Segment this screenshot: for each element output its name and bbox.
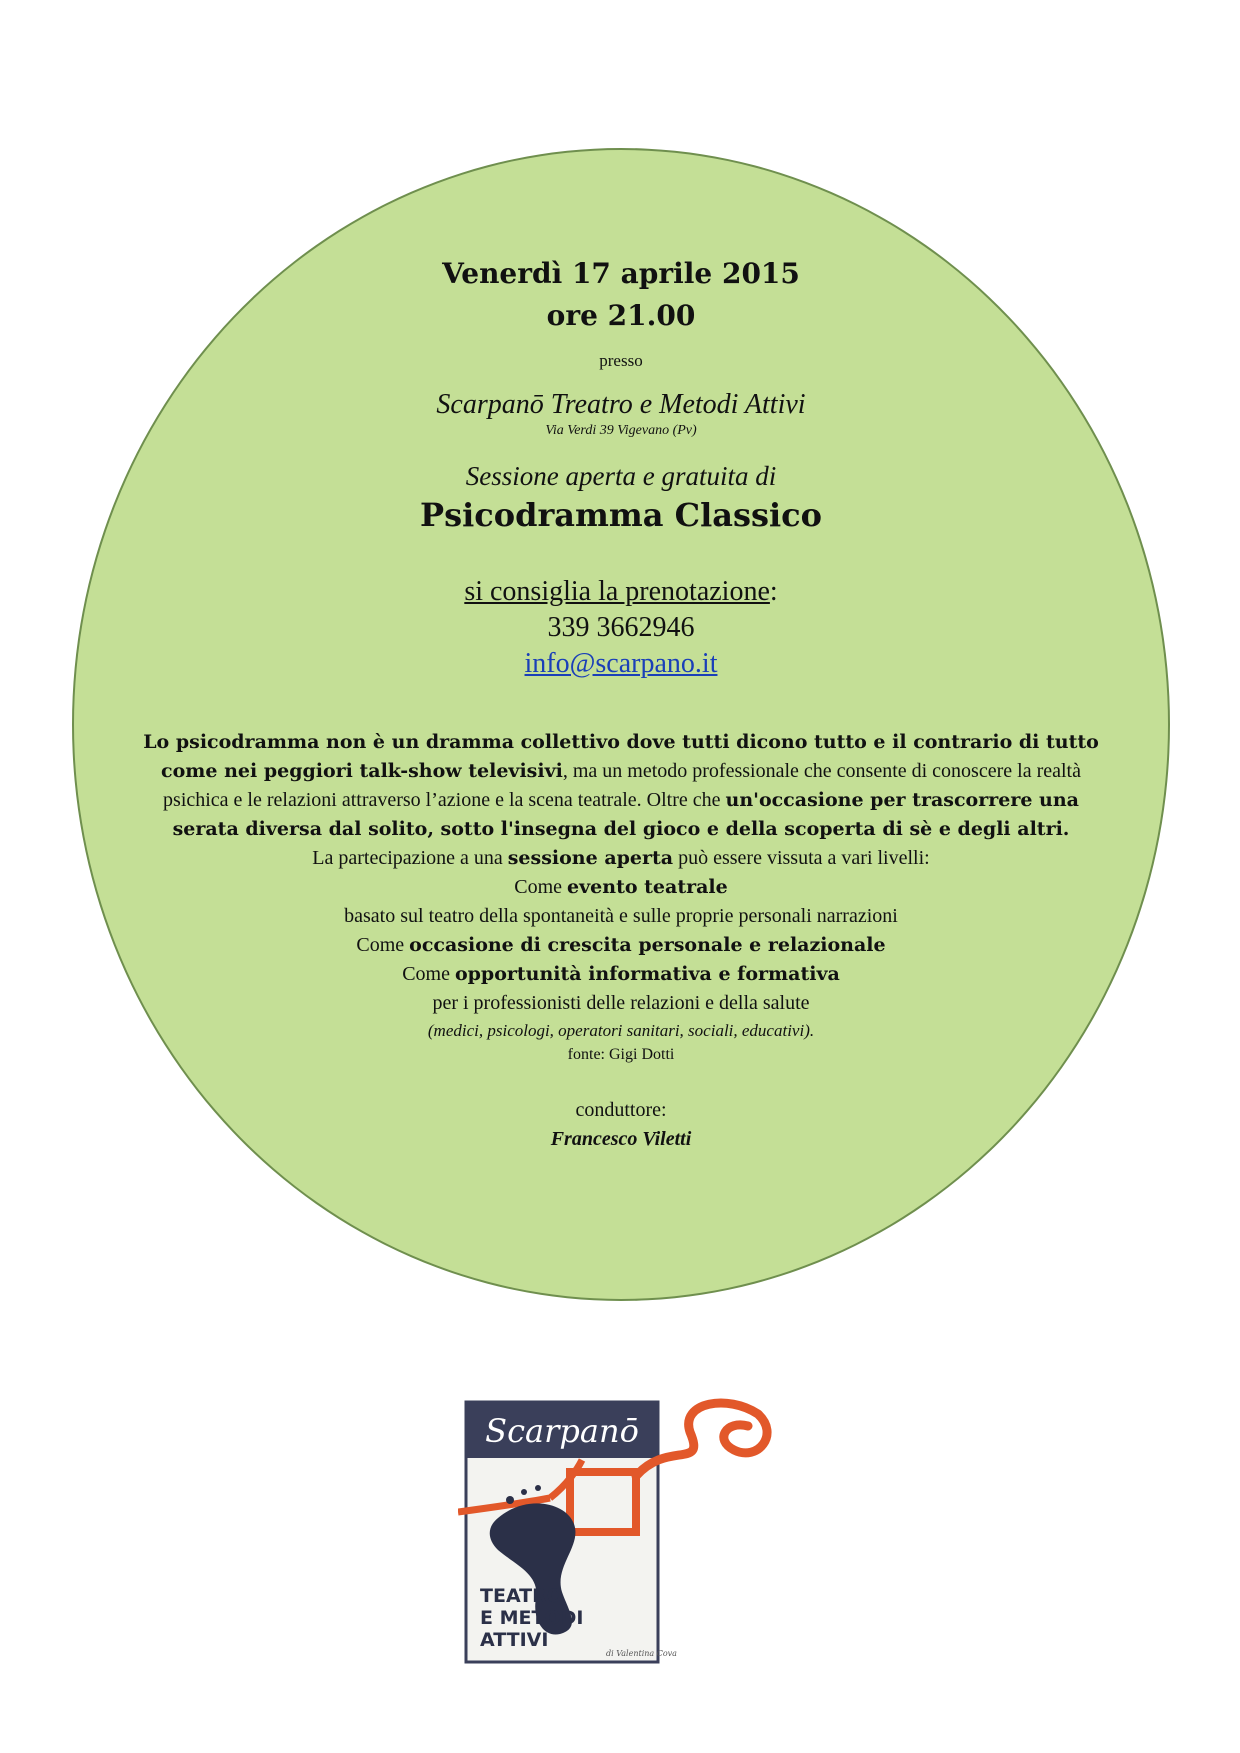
level-item: basato sul teatro della spontaneità e sulle proprie personali narrazioni <box>344 905 898 927</box>
flyer-content <box>72 148 1170 1154</box>
participation-bold: sessione aperta <box>507 847 674 869</box>
scarpano-logo <box>458 1380 788 1670</box>
description-bold-intro: Lo psicodramma non è un dramma collettivo dove tutti dicono tutto e il contrario di tutto come nei peggiori talk-show televisivi <box>143 731 1099 782</box>
level-bold: opportunità informativa e formativa <box>454 963 840 985</box>
logo-credit: di Valentina Cova <box>606 1649 677 1658</box>
participation-post: può essere vissuta a vari livelli: <box>673 847 930 869</box>
session-intro: Sessione aperta e gratuita di <box>465 461 777 491</box>
presso-label: presso <box>599 351 643 370</box>
level-item <box>72 873 1170 902</box>
description-bold-closing: un'occasione per trascorrere una serata diversa dal solito, sotto l'insegna del gioco e della scoperta di sè e degli altri. <box>172 789 1079 840</box>
level-bold: occasione di crescita personale e relazionale <box>409 934 886 956</box>
level-bold: evento teatrale <box>567 876 728 898</box>
level-prefix: Come <box>402 963 455 985</box>
description-paragraph <box>131 728 1111 873</box>
source-credit: fonte: Gigi Dotti <box>567 1046 675 1063</box>
session-title: Psicodramma Classico <box>420 496 822 534</box>
logo-line-2: E METODI <box>480 1607 584 1629</box>
email-link[interactable]: info@scarpano.it <box>524 648 718 679</box>
professional-examples: (medici, psicologi, operatori sanitari, sociali, educativi). <box>427 1021 815 1040</box>
level-prefix: Come <box>356 934 410 956</box>
level-item: per i professionisti delle relazioni e della salute <box>432 992 810 1014</box>
logo-name: Scarpanō <box>485 1412 639 1450</box>
event-time: ore 21.00 <box>546 299 696 332</box>
level-item <box>72 931 1170 960</box>
booking-note <box>72 574 1170 610</box>
event-date: Venerdì 17 aprile 2015 <box>442 257 800 290</box>
venue-name: Scarpanō Treatro e Metodi Attivi <box>436 389 806 420</box>
phone-number: 339 3662946 <box>547 612 695 643</box>
description-text: , ma un metodo professionale che consente di conoscere la realtà psichica e le relazioni attraverso l’azione e la scena teatrale. Oltre che <box>163 760 1081 811</box>
level-prefix: Come <box>514 876 568 898</box>
booking-colon: : <box>769 576 778 607</box>
venue-address: Via Verdi 39 Vigevano (Pv) <box>545 423 697 438</box>
conductor-label: conduttore: <box>575 1099 667 1121</box>
conductor-name: Francesco Viletti <box>550 1128 692 1150</box>
participation-pre: La partecipazione a una <box>312 847 508 869</box>
level-item <box>72 960 1170 989</box>
booking-label: si consiglia la prenotazione <box>464 576 770 607</box>
logo-line-1: TEATRO <box>480 1585 563 1607</box>
logo-line-3: ATTIVI <box>480 1629 549 1651</box>
